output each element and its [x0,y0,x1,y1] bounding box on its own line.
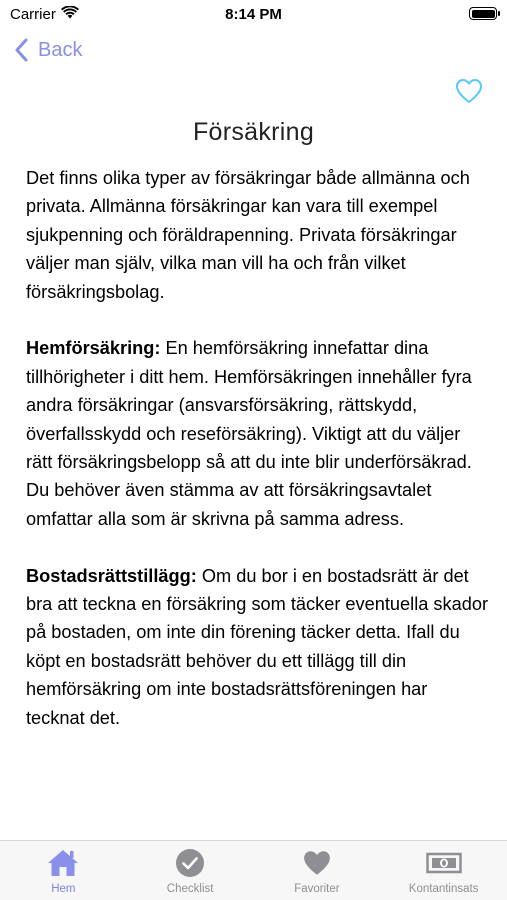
chevron-left-icon [14,38,28,62]
tab-label: Kontantinsats [408,883,479,895]
navigation-bar [0,32,507,76]
tab-label: Checklist [166,883,214,895]
favorite-button[interactable] [455,78,483,106]
heart-icon [302,848,332,878]
section-body: En hemförsäkring innefattar dina tillhörigheter i ditt hem. Hemförsäkringen innehåller fyra andra försäkringar (ansvarsförsäkring, rättskydd, överfallsskydd och reseförsäkring). Viktigt att du väljer rätt försäkringsbelopp så att du inte blir underförsäkrad. Du behöver även stämma av att försäkringsavtalet omfattar alla som är skrivna på samma adress. [26,338,472,529]
article-content [26,164,488,760]
tab-favoriter[interactable] [254,841,381,900]
section-paragraph-condo-addon [26,562,488,732]
section-heading: Bostadsrättstillägg: [26,565,197,586]
carrier-label: Carrier [10,6,56,23]
status-bar [0,0,507,30]
tab-label: Favoriter [294,883,340,895]
back-label: Back [38,38,83,61]
tab-bar [0,840,507,900]
intro-paragraph: Det finns olika typer av försäkringar både allmänna och privata. Allmänna försäkringar kan vara till exempel sjukpenning och föräldrapenning. Privata försäkringar väljer man själv, vilka man vill ha och från vilket försäkringsbolag. [26,168,470,302]
tab-kontantinsats[interactable] [380,841,507,900]
banknote-icon [426,848,462,878]
back-button[interactable] [14,38,82,62]
tab-checklist[interactable] [127,841,254,900]
battery-icon [469,7,497,20]
checkmark-circle-icon [175,848,205,878]
tab-label: Hem [51,883,76,895]
section-paragraph-home-insurance [26,334,488,533]
tab-hem[interactable] [0,841,127,900]
section-body: Om du bor i en bostadsrätt är det bra att teckna en försäkring som täcker eventuella skador på bostaden, om inte din förening täcker detta. Ifall du köpt en bostadsrätt behöver du ett tillägg till din hemförsäkring om inte bostadsrättsföreningen har tecknat det. [26,565,488,728]
page-title: Försäkring [192,118,315,146]
clock: 8:14 PM [225,6,282,23]
heart-outline-icon [455,91,483,108]
house-icon [46,848,80,878]
section-heading: Hemförsäkring: [26,338,161,359]
